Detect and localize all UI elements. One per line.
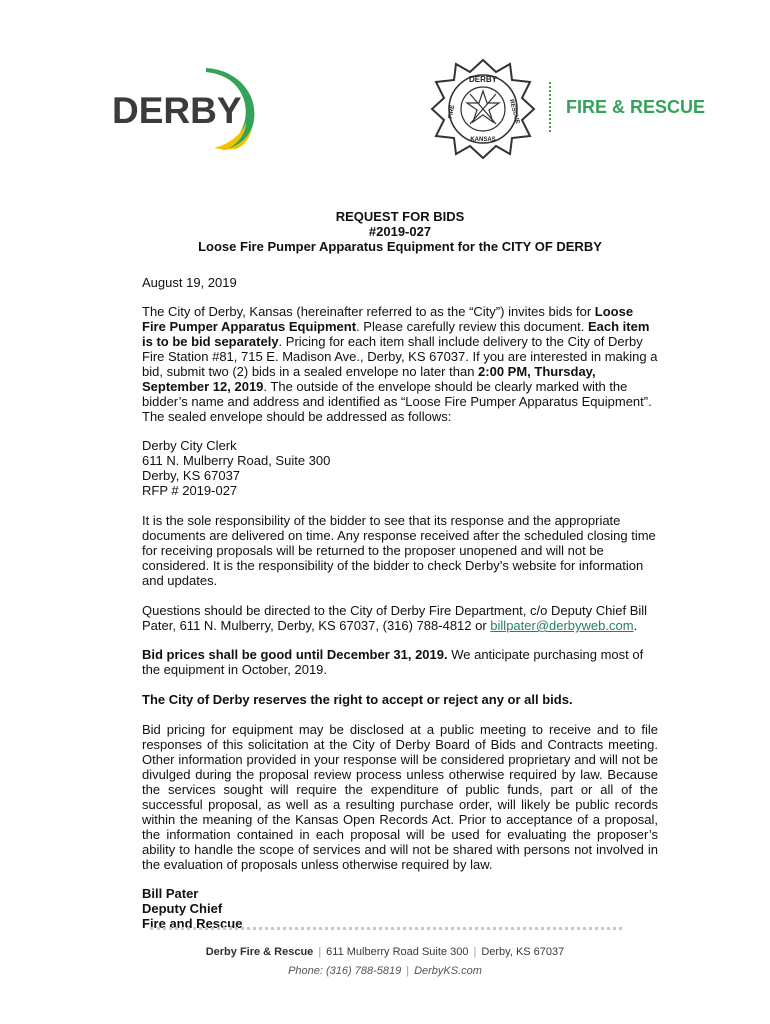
derby-logo-text: DERBY (112, 90, 242, 131)
prices-bold: Bid prices shall be good until December 31, 2019. (142, 647, 448, 662)
title-line-3: Loose Fire Pumper Apparatus Equipment for the CITY OF DERBY (198, 239, 602, 254)
disclosure-paragraph: Bid pricing for equipment may be disclosed at a public meeting to receive and to file responses of this solicitation at the City of Derby Board of Bids and Contracts meeting. Other information provided in your response will be considered proprietary and will not be divulged during the proposal review process unless otherwise required by law. Because the services sought will require the expenditure of public funds, part or all of the successful proposal, as well as a resulting purchase order, will likely be public records within the meaning of the Kansas Open Records Act. Prior to acceptance of a proposal, the information contained in each proposal will be used for evaluating the proposer’s ability to handle the scope of services and will not be shared with persons not involved in the evaluation of proposals unless otherwise required by law. (142, 722, 658, 872)
intro-bold-2: Each item is to be bid separately (142, 319, 650, 349)
signature-name: Bill Pater (142, 886, 199, 901)
prices-paragraph (142, 647, 658, 677)
questions-end: . (633, 618, 638, 633)
footer-city: Derby, KS 67037 (481, 946, 565, 958)
intro-text-3: . Pricing for each item shall include delivery to the City of Derby Fire Station #81, 715 E. Madison Ave., Derby, KS 67037. If you are interested in making a bid, submit two (2) bids in a sealed envelope no later than (142, 334, 658, 379)
document-title (142, 209, 658, 254)
email-link[interactable]: billpater@derbyweb.com (490, 618, 634, 633)
title-line-1: REQUEST FOR BIDS (335, 209, 465, 224)
footer-org: Derby Fire & Rescue (205, 946, 314, 958)
derby-logo-swoosh-icon (200, 60, 264, 152)
address-line-4: RFP # 2019-027 (142, 483, 238, 498)
reserve-statement (142, 692, 658, 707)
signature-dept: Fire and Rescue (142, 916, 243, 931)
badge-text-right: RESCUE (507, 98, 521, 125)
footer-street: 611 Mulberry Road Suite 300 (326, 946, 469, 958)
signature-block (142, 886, 658, 931)
address-line-2: 611 N. Mulberry Road, Suite 300 (142, 453, 331, 468)
division-name: FIRE & RESCUE (566, 97, 706, 117)
fire-rescue-badge-icon (430, 58, 536, 160)
footer-phone: Phone: (316) 788-5819 (288, 965, 402, 977)
intro-paragraph (142, 304, 658, 424)
questions-text: Questions should be directed to the City of Derby Fire Department, c/o Deputy Chief Bill Pater, 611 N. Mulberry, Derby, KS 67037, (316) 788-4812 or (142, 603, 648, 633)
questions-paragraph (142, 603, 658, 633)
signature-title: Deputy Chief (142, 901, 223, 916)
letter-body (142, 209, 658, 931)
title-line-2: #2019-027 (368, 224, 432, 239)
footer-website[interactable]: DerbyKS.com (414, 965, 482, 977)
footer-address (0, 946, 770, 958)
derby-logo (104, 60, 274, 160)
intro-bold-1: Loose Fire Pumper Apparatus Equipment (142, 304, 634, 334)
responsibility-paragraph: It is the sole responsibility of the bidder to see that its response and the appropriate documents are delivered on time. Any response received after the scheduled closing time for receiving proposals will be returned to the proposer unopened and will not be considered. It is the responsibility of the bidder to check Derby’s website for information and updates. (142, 513, 656, 588)
address-line-1: Derby City Clerk (142, 438, 237, 453)
footer-separator-3: | (406, 965, 410, 977)
letter-date: August 19, 2019 (142, 275, 237, 290)
address-block (142, 438, 658, 498)
footer-separator-2: | (473, 946, 477, 958)
address-line-3: Derby, KS 67037 (142, 468, 241, 483)
reserve-bold: The City of Derby reserves the right to accept or reject any or all bids. (142, 692, 573, 707)
badge-text-top: DERBY (468, 75, 498, 84)
intro-bold-3: 2:00 PM, Thursday, September 12, 2019 (142, 364, 596, 394)
badge-text-bottom: KANSAS (470, 137, 496, 143)
header-divider (549, 82, 551, 132)
footer-separator-1: | (318, 946, 322, 958)
footer-divider (150, 927, 622, 930)
intro-text-2: . Please carefully review this document. (356, 319, 588, 334)
intro-text-4: . The outside of the envelope should be clearly marked with the bidder’s name and address and identified as “Loose Fire Pumper Apparatus Equipment”. The sealed envelope should be addressed as follows: (142, 379, 652, 424)
footer-contact (0, 965, 770, 977)
prices-text: We anticipate purchasing most of the equipment in October, 2019. (142, 647, 644, 677)
intro-text-1: The City of Derby, Kansas (hereinafter referred to as the “City”) invites bids for (142, 304, 595, 319)
badge-text-left: FIRE (447, 104, 457, 120)
